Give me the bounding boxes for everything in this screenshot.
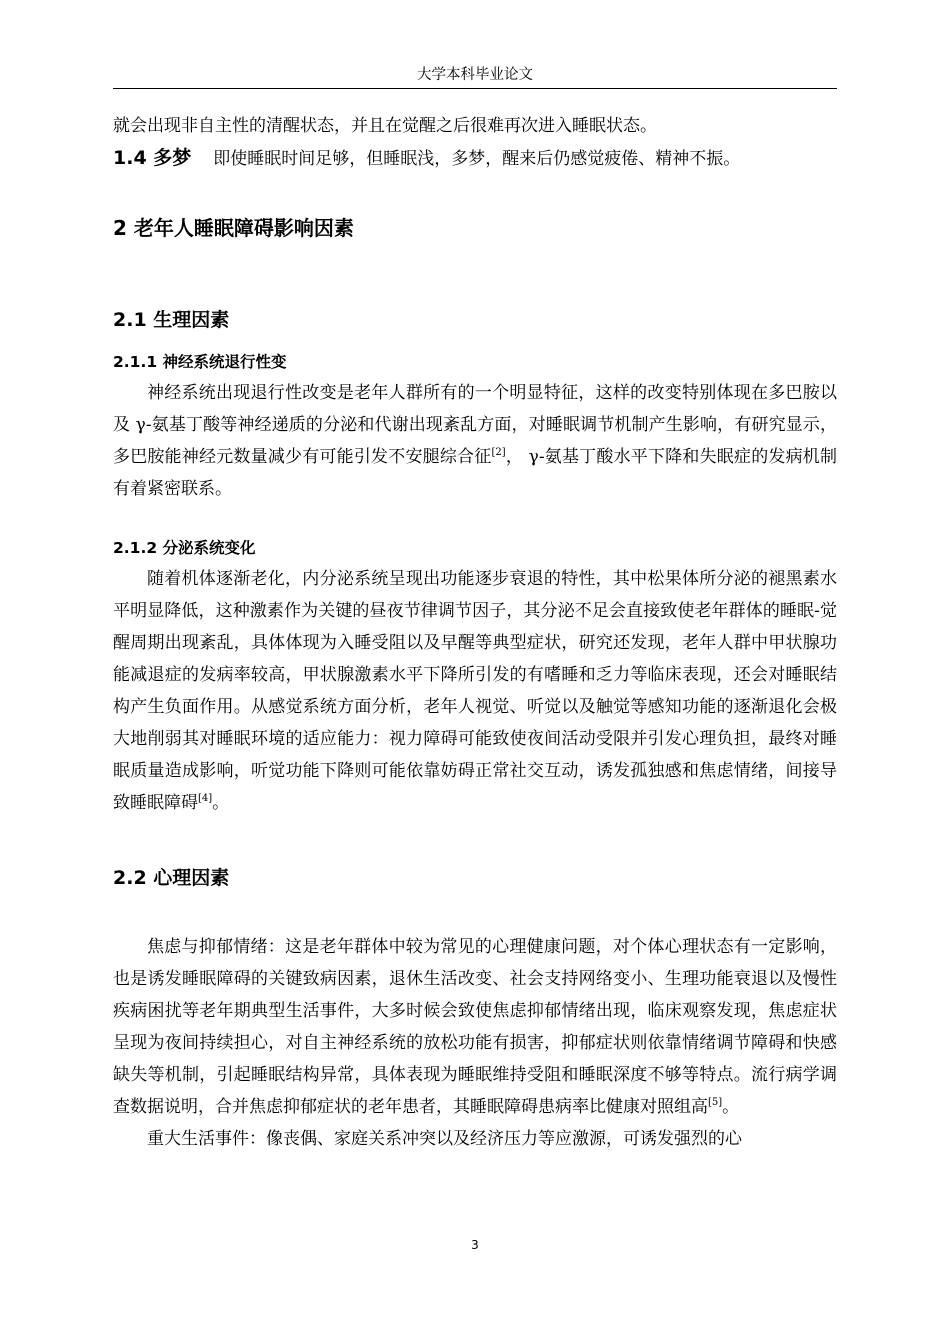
citation-2: [2]: [491, 447, 506, 458]
heading-1-4: 1.4 多梦: [113, 147, 192, 169]
heading-2-1-1: 2.1.1 神经系统退行性变: [113, 353, 287, 371]
paragraph-2-2-anxiety-text: 焦虑与抑郁情绪：这是老年群体中较为常见的心理健康问题，对个体心理状态有一定影响，也是诱发睡眠障碍的关键致病因素，退休生活改变、社会支持网络变小、生理功能衰退以及慢性疾病困扰等老年期典型生活事件，大多时候会致使焦虑抑郁情绪出现，临床观察发现，焦虑症状呈现为夜间持续担心，对自主神经系统的放松功能有损害，抑郁症状则依靠情绪调节障碍和快感缺失等机制，引起睡眠结构异常，具体表现为睡眠维持受阻和睡眠深度不够等特点。流行病学调查数据说明，合并焦虑抑郁症状的老年患者，其睡眠障碍患病率比健康对照组高: [113, 937, 837, 1117]
paragraph-2-1-1: [113, 377, 837, 505]
citation-5: [5]: [708, 1097, 723, 1108]
paragraph-2-2-life-events: 重大生活事件：像丧偶、家庭关系冲突以及经济压力等应激源，可诱发强烈的心: [147, 1129, 742, 1149]
paragraph-2-1-1-tail: ， γ-氨基丁酸水平下降和失眠症的发病机制有着紧密联系。: [113, 447, 838, 499]
section-1-4: [113, 142, 837, 175]
paragraph-2-2-anxiety-tail: 。: [722, 1097, 740, 1117]
heading-2-1-2: 2.1.2 分泌系统变化: [113, 539, 256, 557]
heading-2-2: 2.2 心理因素: [113, 867, 230, 889]
page-header: 大学本科毕业论文: [417, 67, 533, 83]
paragraph-2-1-1-text: 神经系统出现退行性改变是老年人群所有的一个明显特征，这样的改变特别体现在多巴胺以及 γ-氨基丁酸等神经递质的分泌和代谢出现紊乱方面，对睡眠调节机制产生影响，有研究显示，多巴胺能神经元数量减少有可能引发不安腿综合征: [113, 383, 837, 467]
citation-4: [4]: [198, 793, 213, 804]
paragraph-2-1-2-tail: 。: [212, 793, 230, 813]
page-body: [113, 110, 837, 1155]
paragraph-2-2-anxiety: [113, 931, 837, 1123]
paragraph-continuation: 就会出现非自主性的清醒状态，并且在觉醒之后很难再次进入睡眠状态。: [113, 116, 657, 136]
section-1-4-text: 即使睡眠时间足够，但睡眠浅，多梦，醒来后仍感觉疲倦、精神不振。: [213, 149, 741, 169]
paragraph-2-1-2-text: 随着机体逐渐老化，内分泌系统呈现出功能逐步衰退的特性，其中松果体所分泌的褪黑素水平明显降低，这种激素作为关键的昼夜节律调节因子，其分泌不足会直接致使老年群体的睡眠-觉醒周期出现紊乱，具体体现为入睡受阻以及早醒等典型症状，研究还发现，老年人群中甲状腺功能减退症的发病率较高，甲状腺激素水平下降所引发的有嗜睡和乏力等临床表现，还会对睡眠结构产生负面作用。从感觉系统方面分析，老年人视觉、听觉以及触觉等感知功能的逐渐退化会极大地削弱其对睡眠环境的适应能力：视力障碍可能致使夜间活动受限并引发心理负担，最终对睡眠质量造成影响，听觉功能下降则可能依靠妨碍正常社交互动，诱发孤独感和焦虑情绪，间接导致睡眠障碍: [113, 569, 837, 813]
heading-2-1: 2.1 生理因素: [113, 309, 230, 331]
heading-2: 2 老年人睡眠障碍影响因素: [113, 216, 354, 240]
page-number: 3: [471, 1238, 479, 1252]
header-rule: [113, 88, 837, 89]
paragraph-2-1-2: [113, 563, 837, 819]
